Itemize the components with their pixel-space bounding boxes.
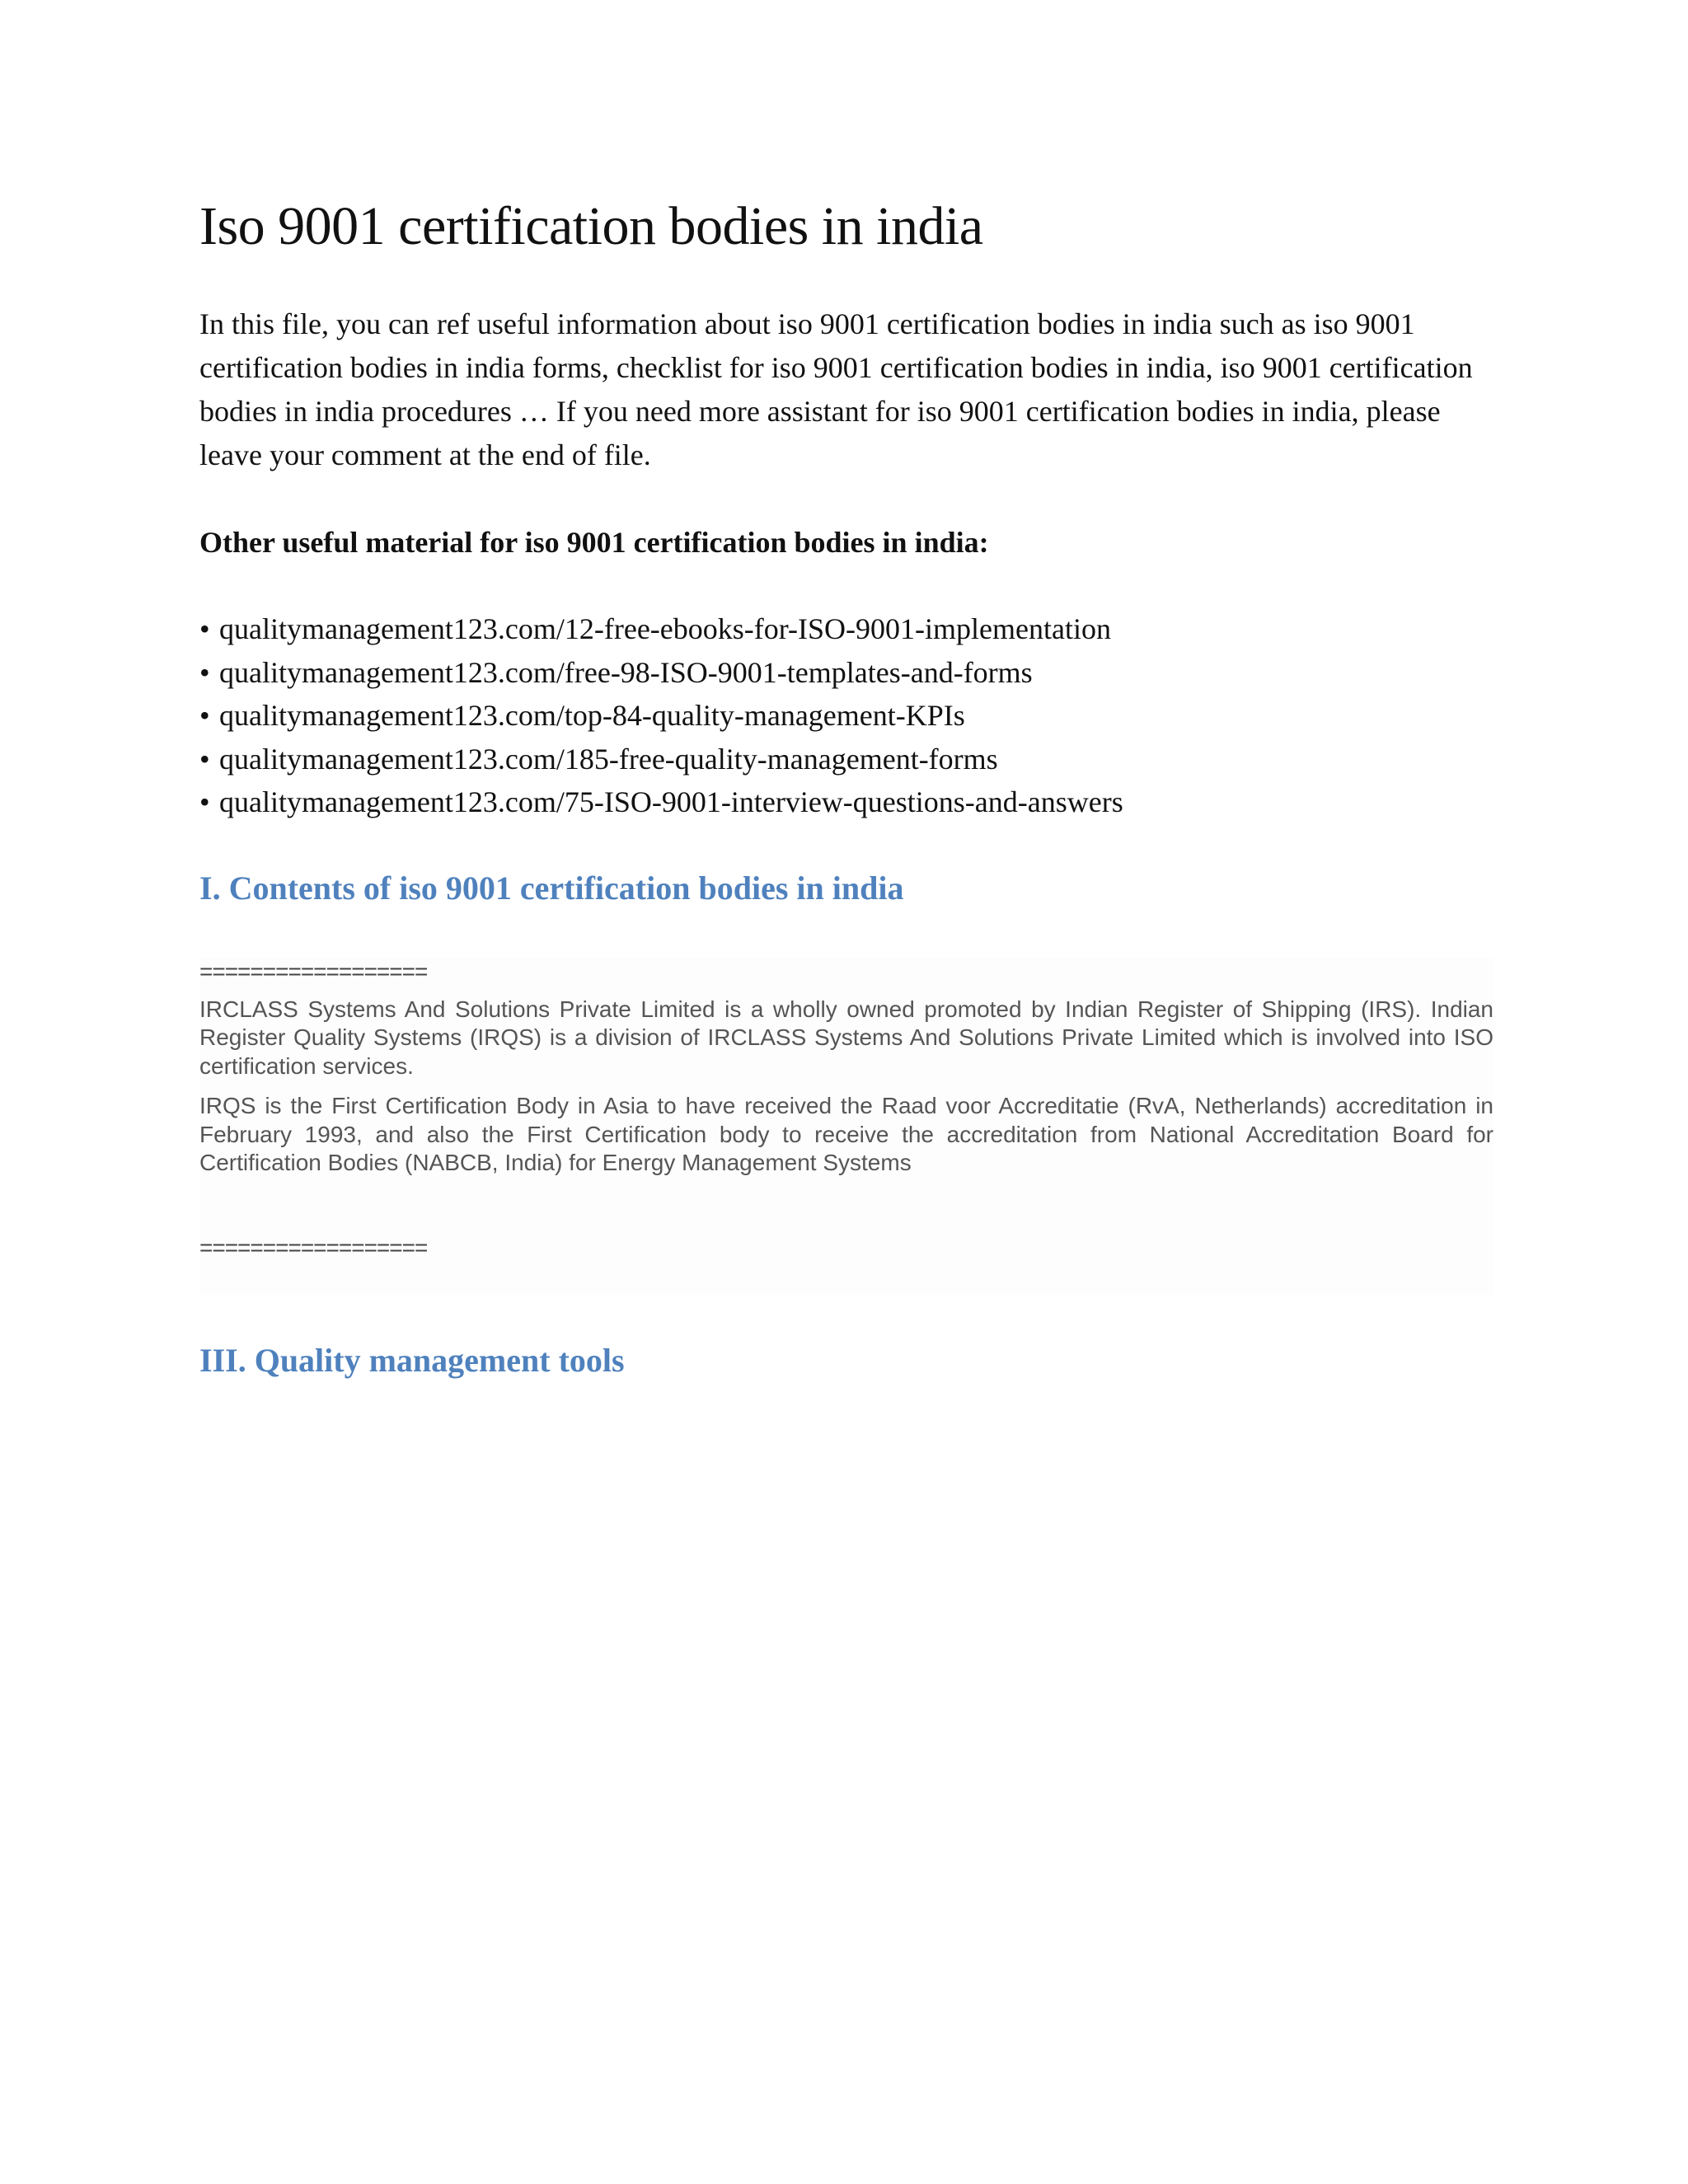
bullet-icon: • [199,699,210,732]
resource-link-list [199,607,1493,824]
embedded-content-block [199,958,1493,1295]
material-heading: Other useful material for iso 9001 certification bodies in india: [199,526,989,559]
bullet-icon: • [199,655,210,689]
content-paragraph-irqs: IRQS is the First Certification Body in Asia to have received the Raad voor Accreditatie (RvA, Netherlands) accreditation in February 1993, and also the First Certification body to receive the accreditation from National Accreditation Board for Certification Bodies (NABCB, India) for Energy Management Systems [199,1093,1493,1175]
resource-link-text[interactable]: qualitymanagement123.com/75-ISO-9001-interview-questions-and-answers [219,785,1123,818]
resource-link-item[interactable] [199,694,1493,738]
separator-line: ================== [199,1234,428,1260]
bullet-icon: • [199,742,210,776]
separator-line: ================== [199,958,428,984]
bullet-icon: • [199,785,210,818]
resource-link-item[interactable] [199,738,1493,781]
bullet-icon: • [199,612,210,645]
resource-link-text[interactable]: qualitymanagement123.com/12-free-ebooks-for-ISO-9001-implementation [219,612,1111,645]
resource-link-text[interactable]: qualitymanagement123.com/top-84-quality-management-KPIs [219,699,965,732]
intro-paragraph: In this file, you can ref useful information about iso 9001 certification bodies in india such as iso 9001 certification bodies in india forms, checklist for iso 9001 certification bodies in india, iso 9001 certification bodies in india procedures … If you need more assistant for iso 9001 certification bodies in india, please leave your comment at the end of file. [199,307,1473,471]
section-heading-contents: I. Contents of iso 9001 certification bodies in india [199,869,904,907]
resource-link-item[interactable] [199,651,1493,695]
resource-link-text[interactable]: qualitymanagement123.com/185-free-quality-management-forms [219,742,998,776]
resource-link-item[interactable] [199,607,1493,651]
section-heading-quality-tools: III. Quality management tools [199,1341,625,1379]
document-title: Iso 9001 certification bodies in india [199,196,983,256]
resource-link-text[interactable]: qualitymanagement123.com/free-98-ISO-9001-templates-and-forms [219,655,1033,689]
resource-link-item[interactable] [199,780,1493,824]
document-content [199,194,1493,1384]
content-paragraph-irclass: IRCLASS Systems And Solutions Private Limited is a wholly owned promoted by Indian Register of Shipping (IRS). Indian Register Quality Systems (IRQS) is a division of IRCLASS Systems And Solutions Private Limited which is involved into ISO certification services. [199,996,1493,1079]
